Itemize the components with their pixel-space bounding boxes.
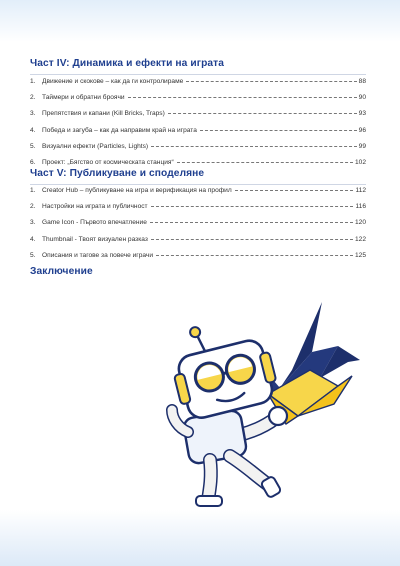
- toc-item-title: Настройки на играта и публичност: [42, 203, 148, 211]
- section-title-part-5: Част V: Публикуване и споделяне: [30, 168, 205, 179]
- toc-item-title: Creator Hub – публикуване на игра и верификация на профил: [42, 187, 232, 194]
- toc-leader: [151, 239, 353, 240]
- toc-list-part-4: [30, 78, 366, 175]
- toc-item-number: 1.: [30, 78, 36, 85]
- toc-item-number: 3.: [30, 219, 36, 227]
- toc-item-title: Проект: „Бягство от космическата станция“: [42, 158, 174, 166]
- toc-leader: [235, 190, 354, 191]
- toc-item-title: Thumbnail - Твоят визуален разказ: [42, 235, 148, 243]
- toc-item-page: 122: [354, 235, 366, 243]
- toc-item-page: 120: [354, 219, 366, 227]
- toc-leader: [156, 255, 353, 256]
- toc-item-title: Победа и загуба – как да направим край на играта: [42, 126, 197, 134]
- toc-item-number: 3.: [30, 110, 36, 118]
- toc-item-title: Описания и тагове за повече играчи: [42, 251, 154, 259]
- toc-leader: [177, 162, 353, 163]
- toc-item[interactable]: [30, 143, 366, 159]
- toc-item-number: 5.: [30, 142, 36, 150]
- toc-item-page: 90: [358, 94, 366, 102]
- toc-item-page: 116: [355, 203, 366, 211]
- toc-item-title: Визуални ефекти (Particles, Lights): [42, 142, 149, 150]
- toc-item-page: 99: [358, 142, 366, 150]
- toc-item-page: 112: [355, 187, 366, 194]
- section-title-part-4: Част IV: Динамика и ефекти на играта: [30, 58, 225, 69]
- toc-leader: [151, 146, 357, 147]
- toc-item-number: 4.: [30, 126, 36, 134]
- toc-item-title: Таймери и обратни броячи: [42, 94, 125, 102]
- toc-item[interactable]: [30, 187, 366, 203]
- toc-item-page: 93: [358, 110, 366, 118]
- toc-item[interactable]: [30, 236, 366, 252]
- toc-item-number: 2.: [30, 203, 36, 211]
- divider: [30, 184, 366, 185]
- toc-item-number: 1.: [30, 187, 36, 194]
- toc-item[interactable]: [30, 127, 366, 143]
- toc-item-title: Движение и скокове – как да ги контролираме: [42, 78, 184, 85]
- toc-leader: [186, 81, 356, 82]
- toc-item-page: 102: [354, 158, 366, 166]
- toc-item[interactable]: [30, 94, 366, 110]
- section-title-conclusion: Заключение: [30, 266, 93, 277]
- toc-leader: [151, 206, 354, 207]
- toc-item-title: Препятствия и капани (Kill Bricks, Traps): [42, 110, 165, 118]
- toc-item-title: Game Icon - Първото впечатление: [42, 219, 147, 227]
- toc-leader: [168, 113, 357, 114]
- toc-item[interactable]: [30, 203, 366, 219]
- toc-leader: [150, 222, 353, 223]
- toc-leader: [200, 130, 357, 131]
- divider: [30, 74, 366, 75]
- toc-item[interactable]: [30, 78, 366, 94]
- toc-item-page: 88: [358, 78, 366, 85]
- toc-leader: [128, 97, 357, 98]
- robot-with-paper-crane-icon: [160, 300, 370, 510]
- toc-item-page: 125: [354, 251, 366, 259]
- toc-item-number: 4.: [30, 235, 36, 243]
- toc-item-number: 5.: [30, 251, 36, 259]
- toc-item-number: 6.: [30, 158, 36, 166]
- toc-item-page: 96: [358, 126, 366, 134]
- toc-list-part-5: [30, 187, 366, 268]
- toc-item[interactable]: [30, 110, 366, 126]
- toc-item[interactable]: [30, 219, 366, 235]
- toc-item-number: 2.: [30, 94, 36, 102]
